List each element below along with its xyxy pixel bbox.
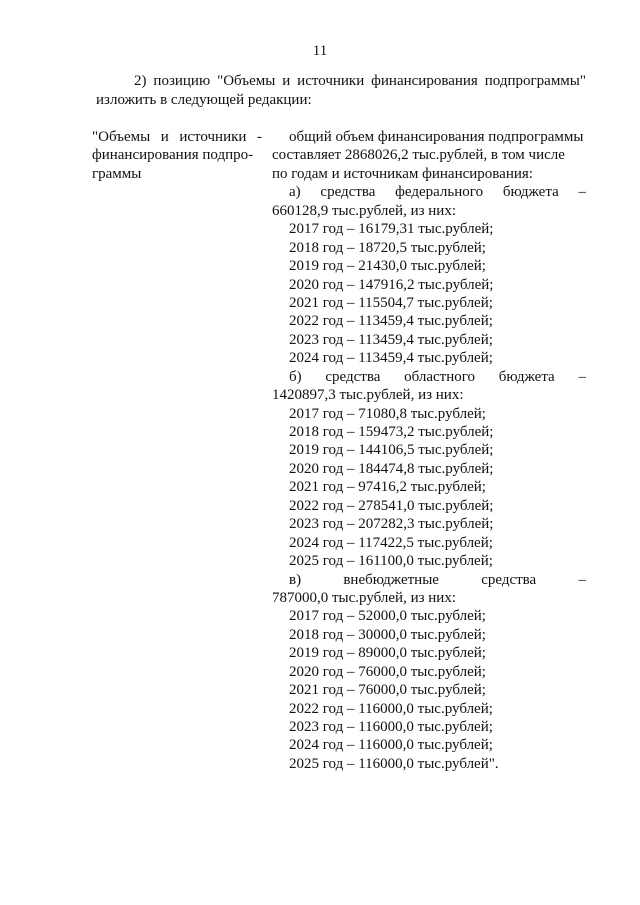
federal-year-line: 2022 год – 113459,4 тыс.рублей; <box>289 313 493 330</box>
position-title-word: и <box>160 129 169 145</box>
federal-heading-word: бюджета <box>502 184 559 201</box>
extrabudget-heading-word: средства <box>481 571 537 588</box>
federal-year-line: 2021 год – 115504,7 тыс.рублей; <box>289 294 493 311</box>
regional-year-line: 2017 год – 71080,8 тыс.рублей; <box>289 405 486 422</box>
federal-year-line: 2018 год – 18720,5 тыс.рублей; <box>289 239 486 256</box>
extrabudget-year-line: 2023 год – 116000,0 тыс.рублей; <box>289 719 493 735</box>
position-title-line-3: граммы <box>92 165 142 182</box>
position-title-word: источники <box>179 129 247 145</box>
extrabudget-year-line: 2017 год – 52000,0 тыс.рублей; <box>289 608 486 625</box>
regional-year-line: 2022 год – 278541,0 тыс.рублей; <box>289 497 494 514</box>
regional-heading-word: – <box>578 368 586 385</box>
regional-heading <box>272 368 586 386</box>
extrabudget-year-line: 2024 год – 116000,0 тыс.рублей; <box>289 737 493 754</box>
extrabudget-year-line: 2020 год – 76000,0 тыс.рублей; <box>289 663 486 680</box>
general-line-1: общий объем финансирования подпрограммы <box>289 129 584 145</box>
regional-year-line: 2020 год – 184474,8 тыс.рублей; <box>289 460 494 477</box>
extrabudget-heading <box>272 571 586 589</box>
regional-heading-word: б) <box>289 368 302 385</box>
federal-year-line: 2020 год – 147916,2 тыс.рублей; <box>289 276 494 293</box>
position-title-line-2: финансирования подпро- <box>92 147 254 164</box>
federal-year-line: 2024 год – 113459,4 тыс.рублей; <box>289 350 493 367</box>
federal-heading <box>272 183 586 201</box>
extrabudget-total: 787000,0 тыс.рублей, из них: <box>272 589 456 606</box>
intro-line-2: изложить в следующей редакции: <box>96 91 312 108</box>
regional-heading-word: средства <box>325 368 381 385</box>
intro-paragraph <box>96 72 586 109</box>
position-title-word: - <box>257 129 262 145</box>
federal-year-line: 2019 год – 21430,0 тыс.рублей; <box>289 258 486 275</box>
regional-year-line: 2021 год – 97416,2 тыс.рублей; <box>289 479 486 496</box>
extrabudget-heading-word: – <box>578 571 586 588</box>
regional-year-line: 2018 год – 159473,2 тыс.рублей; <box>289 424 494 440</box>
regional-year-line: 2024 год – 117422,5 тыс.рублей; <box>289 534 493 551</box>
general-line-3: по годам и источникам финансирования: <box>272 165 533 182</box>
extrabudget-year-line: 2025 год – 116000,0 тыс.рублей". <box>289 755 499 772</box>
federal-heading-word: а) <box>289 184 301 201</box>
regional-year-line: 2023 год – 207282,3 тыс.рублей; <box>289 516 494 533</box>
federal-heading-word: – <box>578 184 586 201</box>
extrabudget-year-line: 2019 год – 89000,0 тыс.рублей; <box>289 645 486 662</box>
federal-year-line: 2017 год – 16179,31 тыс.рублей; <box>289 221 494 238</box>
extrabudget-heading-word: в) <box>289 571 302 588</box>
regional-total: 1420897,3 тыс.рублей, из них: <box>272 387 464 404</box>
position-title-word: "Объемы <box>92 129 151 145</box>
federal-heading-word: средства <box>320 184 376 201</box>
page-number: 11 <box>312 43 328 59</box>
position-content <box>272 128 586 773</box>
federal-total: 660128,9 тыс.рублей, из них: <box>272 202 456 219</box>
regional-heading-word: бюджета <box>498 368 555 385</box>
extrabudget-year-line: 2021 год – 76000,0 тыс.рублей; <box>289 682 486 699</box>
regional-year-line: 2025 год – 161100,0 тыс.рублей; <box>289 553 493 570</box>
intro-line-1: 2) позицию "Объемы и источники финансирования подпрограммы" <box>134 73 586 89</box>
position-title <box>92 128 262 183</box>
regional-heading-word: областного <box>404 368 476 385</box>
regional-year-line: 2019 год – 144106,5 тыс.рублей; <box>289 442 494 459</box>
general-line-2: составляет 2868026,2 тыс.рублей, в том числе <box>272 147 565 164</box>
extrabudget-year-line: 2018 год – 30000,0 тыс.рублей; <box>289 626 486 643</box>
federal-year-line: 2023 год – 113459,4 тыс.рублей; <box>289 331 493 348</box>
extrabudget-year-line: 2022 год – 116000,0 тыс.рублей; <box>289 700 493 717</box>
position-title-line-1 <box>92 128 262 146</box>
federal-heading-word: федерального <box>395 184 484 201</box>
extrabudget-heading-word: внебюджетные <box>343 571 439 588</box>
